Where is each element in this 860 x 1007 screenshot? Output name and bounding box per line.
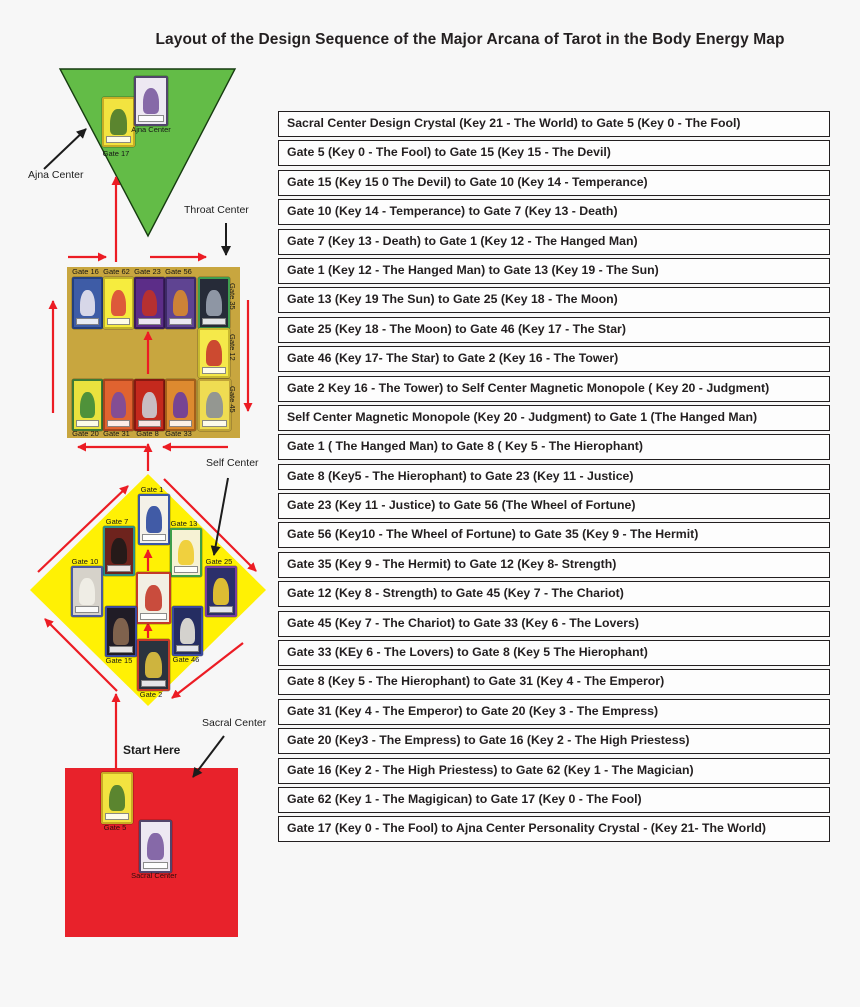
card-gate-12: [198, 328, 230, 378]
throat-center-label: Throat Center: [184, 204, 249, 216]
gate-17-label: Gate 17: [102, 149, 130, 158]
gate-7-label: Gate 7: [105, 517, 129, 526]
tarot-caption: [202, 318, 226, 325]
tarot-art: [206, 290, 222, 317]
card-gate-16: [72, 277, 103, 329]
tarot-caption: [75, 606, 99, 613]
sequence-row: Gate 35 (Key 9 - The Hermit) to Gate 12 (Key 8- Strength): [278, 552, 830, 578]
sequence-row: Sacral Center Design Crystal (Key 21 - The World) to Gate 5 (Key 0 - The Fool): [278, 111, 830, 137]
tarot-art: [206, 340, 222, 366]
sequence-row: Gate 56 (Key10 - The Wheel of Fortune) to Gate 35 (Key 9 - The Hermit): [278, 522, 830, 548]
tarot-art: [79, 578, 95, 604]
tarot-caption: [141, 680, 166, 687]
sequence-row: Gate 10 (Key 14 - Temperance) to Gate 7 (Key 13 - Death): [278, 199, 830, 225]
sequence-row: Gate 16 (Key 2 - The High Priestess) to Gate 62 (Key 1 - The Magician): [278, 758, 830, 784]
sequence-row: Gate 8 (Key5 - The Hierophant) to Gate 23 (Key 11 - Justice): [278, 464, 830, 490]
sequence-row: Gate 1 ( The Hanged Man) to Gate 8 ( Key 5 - The Hierophant): [278, 434, 830, 460]
tarot-art: [80, 290, 95, 317]
sequence-row: Gate 5 (Key 0 - The Fool) to Gate 15 (Key 15 - The Devil): [278, 140, 830, 166]
tarot-caption: [107, 318, 130, 325]
sequence-row: Gate 8 (Key 5 - The Hierophant) to Gate 31 (Key 4 - The Emperor): [278, 669, 830, 695]
sacral-center-card-label: Sacral Center: [131, 871, 177, 880]
card-gate-15: [105, 606, 137, 657]
card-gate-13: [170, 528, 202, 577]
card-gate-62: [103, 277, 134, 329]
sequence-row: Gate 23 (Key 11 - Justice) to Gate 56 (The Wheel of Fortune): [278, 493, 830, 519]
tarot-caption: [105, 813, 129, 820]
tarot-caption: [202, 367, 226, 374]
tarot-art: [145, 652, 161, 679]
tarot-caption: [138, 115, 164, 122]
tarot-caption: [143, 862, 168, 869]
tarot-art: [180, 618, 195, 644]
gate-25-label: Gate 25: [205, 557, 233, 566]
gate-46-label: Gate 46: [172, 655, 200, 664]
tarot-caption: [202, 420, 227, 427]
ajna-center-label: Ajna Center: [28, 169, 84, 181]
tarot-art: [145, 585, 162, 612]
gate-45-label: Gate 45: [228, 386, 237, 413]
card-gate-8: [134, 379, 165, 431]
gate-8-label: Gate 8: [136, 429, 159, 438]
gate-23-label: Gate 23: [134, 267, 161, 276]
tarot-art: [173, 290, 188, 317]
sequence-row: Gate 1 (Key 12 - The Hanged Man) to Gate 13 (Key 19 - The Sun): [278, 258, 830, 284]
card-gate-17: [102, 97, 135, 147]
sequence-row: Gate 15 (Key 15 0 The Devil) to Gate 10 (Key 14 - Temperance): [278, 170, 830, 196]
gate-35-label: Gate 35: [228, 283, 237, 310]
card-gate-23: [134, 277, 165, 329]
gate-1-label: Gate 1: [140, 485, 164, 494]
gate-5-label: Gate 5: [103, 823, 127, 832]
self-center-label: Self Center: [206, 457, 259, 469]
sequence-row: Self Center Magnetic Monopole (Key 20 - Judgment) to Gate 1 (The Hanged Man): [278, 405, 830, 431]
gate-16-label: Gate 16: [72, 267, 99, 276]
tarot-art: [80, 392, 95, 419]
page-title: Layout of the Design Sequence of the Major Arcana of Tarot in the Body Energy Map: [155, 31, 785, 48]
sequence-row: Gate 45 (Key 7 - The Chariot) to Gate 33 (Key 6 - The Lovers): [278, 611, 830, 637]
card-gate-10: [71, 566, 103, 617]
tarot-caption: [176, 645, 199, 652]
tarot-caption: [109, 646, 133, 653]
tarot-art: [143, 88, 160, 114]
tarot-caption: [107, 565, 131, 572]
sequence-row: Gate 2 Key 16 - The Tower) to Self Center Magnetic Monopole ( Key 20 - Judgment): [278, 376, 830, 402]
ajna-center-card-label: Ajna Center: [131, 125, 171, 134]
card-gate-33: [165, 379, 196, 431]
gate-2-label: Gate 2: [139, 690, 163, 699]
sequence-row: Gate 62 (Key 1 - The Magigican) to Gate 17 (Key 0 - The Fool): [278, 787, 830, 813]
gate-15-label: Gate 15: [105, 656, 133, 665]
tarot-caption: [76, 420, 99, 427]
tarot-caption: [174, 566, 198, 573]
card-gate-7: [103, 526, 135, 576]
gate-20-label: Gate 20: [72, 429, 99, 438]
gate-56-label: Gate 56: [165, 267, 192, 276]
card-gate-35: [198, 277, 230, 329]
tarot-art: [109, 785, 125, 812]
tarot-caption: [142, 534, 166, 541]
tarot-art: [111, 290, 126, 317]
card-gate-46: [172, 606, 203, 656]
card-gate-25: [205, 566, 237, 617]
card-gate-20: [72, 379, 103, 431]
tarot-caption: [140, 613, 167, 620]
tarot-caption: [138, 420, 161, 427]
card-self-magnetic-monopole: [136, 572, 171, 624]
card-gate-5: [101, 772, 133, 824]
card-gate-56: [165, 277, 196, 329]
sequence-row: Gate 20 (Key3 - The Empress) to Gate 16 (Key 2 - The High Priestess): [278, 728, 830, 754]
card-ajna-center: [134, 76, 168, 126]
tarot-caption: [169, 318, 192, 325]
gate-13-label: Gate 13: [170, 519, 198, 528]
design-sequence-list: [278, 111, 830, 846]
tarot-art: [206, 392, 222, 419]
tarot-art: [111, 538, 127, 564]
gate-31-label: Gate 31: [103, 429, 130, 438]
tarot-caption: [169, 420, 192, 427]
tarot-caption: [107, 420, 130, 427]
sacral-center-label: Sacral Center: [202, 717, 267, 729]
card-gate-31: [103, 379, 134, 431]
tarot-caption: [209, 606, 233, 613]
gate-10-label: Gate 10: [71, 557, 99, 566]
sequence-row: Gate 33 (KEy 6 - The Lovers) to Gate 8 (Key 5 The Hierophant): [278, 640, 830, 666]
tarot-caption: [76, 318, 99, 325]
gate-33-label: Gate 33: [165, 429, 192, 438]
sequence-row: Gate 31 (Key 4 - The Emperor) to Gate 20 (Key 3 - The Empress): [278, 699, 830, 725]
tarot-art: [142, 392, 157, 419]
card-gate-2: [137, 639, 170, 691]
gate-12-label: Gate 12: [228, 334, 237, 361]
tarot-art: [147, 833, 163, 860]
tarot-art: [173, 392, 188, 419]
sequence-row: Gate 12 (Key 8 - Strength) to Gate 45 (Key 7 - The Chariot): [278, 581, 830, 607]
tarot-art: [111, 392, 126, 419]
tarot-art: [113, 618, 129, 644]
tarot-art: [142, 290, 157, 317]
sequence-row: Gate 13 (Key 19 The Sun) to Gate 25 (Key 18 - The Moon): [278, 287, 830, 313]
gate-62-label: Gate 62: [103, 267, 130, 276]
start-here-label: Start Here: [123, 743, 181, 757]
sequence-row: Gate 17 (Key 0 - The Fool) to Ajna Center Personality Crystal - (Key 21- The World): [278, 816, 830, 842]
tarot-caption: [138, 318, 161, 325]
card-sacral-center: [139, 820, 172, 873]
tarot-art: [213, 578, 229, 604]
card-gate-45: [198, 379, 231, 431]
sequence-row: Gate 25 (Key 18 - The Moon) to Gate 46 (Key 17 - The Star): [278, 317, 830, 343]
body-energy-map-diagram: [0, 0, 278, 1007]
sequence-row: Gate 7 (Key 13 - Death) to Gate 1 (Key 12 - The Hanged Man): [278, 229, 830, 255]
tarot-caption: [106, 136, 131, 143]
sequence-row: Gate 46 (Key 17- The Star) to Gate 2 (Key 16 - The Tower): [278, 346, 830, 372]
